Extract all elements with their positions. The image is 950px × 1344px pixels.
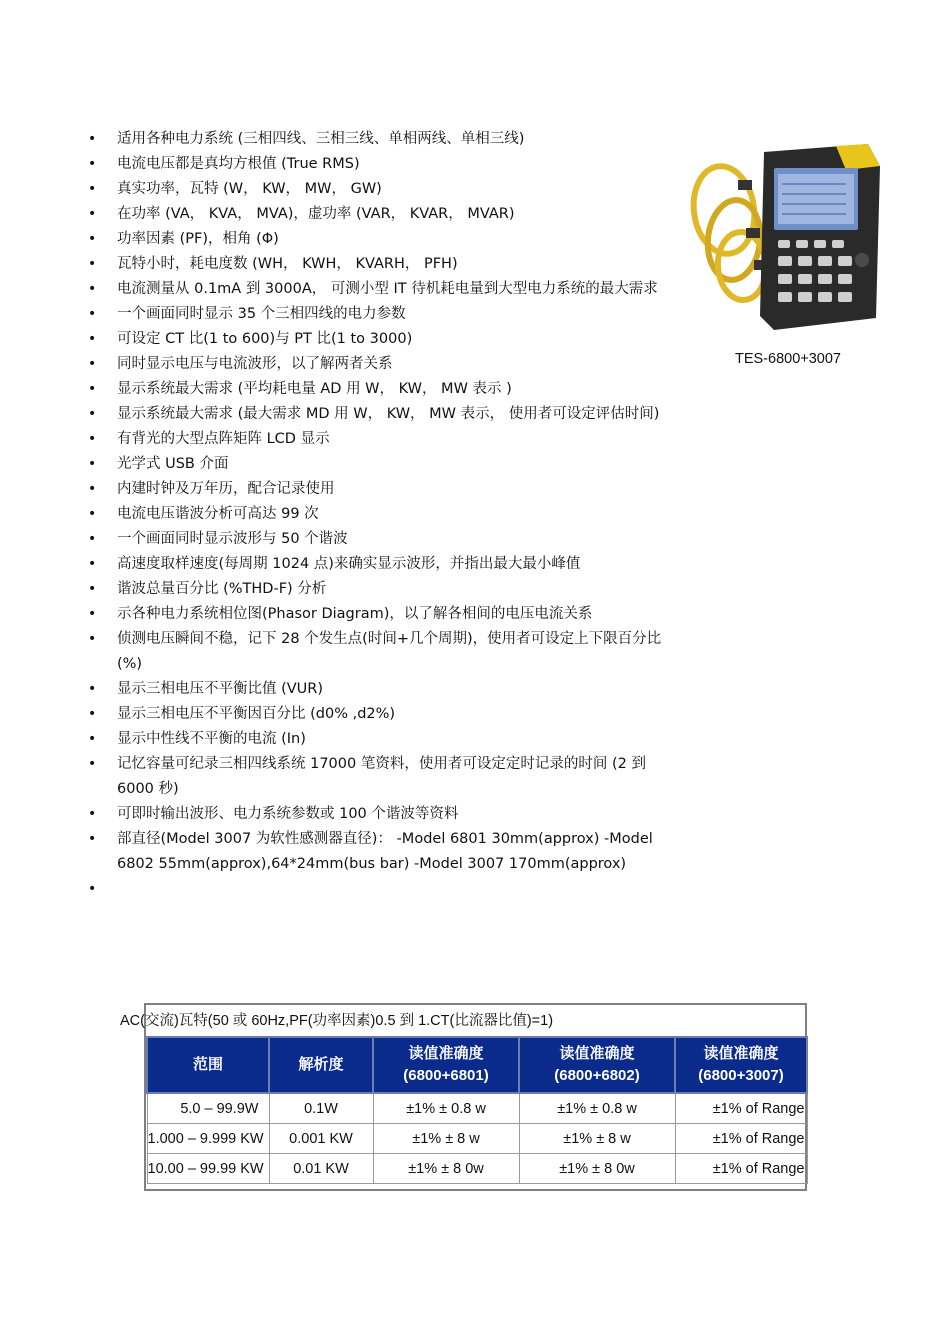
feature-item: • 显示中性线不平衡的电流 (In) <box>88 727 683 752</box>
spec-cell: ±1% of Range <box>675 1154 807 1184</box>
table-row <box>147 1093 807 1124</box>
feature-item: • 适用各种电力系统 (三相四线、三相三线、单相两线、单相三线) <box>88 127 683 152</box>
spec-cell: ±1% ± 0.8 w <box>519 1093 675 1124</box>
feature-item: • 真实功率，瓦特 (W， KW， MW， GW) <box>88 177 683 202</box>
feature-item: • 电流测量从 0.1mA 到 3000A， 可测小型 IT 待机耗电量到大型电力系统的最大需求 <box>88 277 683 302</box>
feature-item: • 谐波总量百分比 (%THD-F) 分析 <box>88 577 683 602</box>
spec-cell: 0.1W <box>269 1093 373 1124</box>
feature-item: • 一个画面同时显示波形与 50 个谐波 <box>88 527 683 552</box>
spec-table <box>146 1036 808 1184</box>
feature-item: • 部直径(Model 3007 为软性感测器直径)： -Model 6801 30mm(approx) -Model 6802 55mm(approx),64*24mm(bus bar) -Model 3007 170mm(approx) <box>88 827 683 877</box>
table-row <box>147 1124 807 1154</box>
spec-cell: 1.000 – 9.999 KW <box>147 1124 269 1154</box>
feature-item: • 高速度取样速度(每周期 1024 点)来确实显示波形，并指出最大最小峰值 <box>88 552 683 577</box>
spec-cell: 10.00 – 99.99 KW <box>147 1154 269 1184</box>
spec-header-cell: 读值准确度 (6800+6802) <box>519 1037 675 1093</box>
product-caption: TES-6800+3007 <box>734 351 841 367</box>
spec-cell: ±1% of Range <box>675 1124 807 1154</box>
feature-item: • 显示系统最大需求 (平均耗电量 AD 用 W， KW， MW 表示 ) <box>88 377 683 402</box>
feature-item: • 可设定 CT 比(1 to 600)与 PT 比(1 to 3000) <box>88 327 683 352</box>
feature-item: • 瓦特小时，耗电度数 (WH， KWH， KVARH， PFH) <box>88 252 683 277</box>
feature-item: • 可即时输出波形、电力系统参数或 100 个谐波等资料 <box>88 802 683 827</box>
spec-header-cell: 读值准确度 (6800+6801) <box>373 1037 519 1093</box>
feature-item: • 示各种电力系统相位图(Phasor Diagram)，以了解各相间的电压电流关系 <box>88 602 683 627</box>
feature-item <box>88 877 683 902</box>
spec-cell: ±1% ± 8 w <box>373 1124 519 1154</box>
feature-item: • 在功率 (VA， KVA， MVA)，虚功率 (VAR， KVAR， MVAR) <box>88 202 683 227</box>
spec-header-cell: 读值准确度 (6800+3007) <box>675 1037 807 1093</box>
feature-item: • 有背光的大型点阵矩阵 LCD 显示 <box>88 427 683 452</box>
spec-cell: ±1% ± 8 w <box>519 1124 675 1154</box>
spec-cell: ±1% ± 0.8 w <box>373 1093 519 1124</box>
feature-item: • 显示三相电压不平衡因百分比 (d0% ,d2%) <box>88 702 683 727</box>
feature-item: • 内建时钟及万年历，配合记录使用 <box>88 477 683 502</box>
spec-cell: ±1% of Range <box>675 1093 807 1124</box>
spec-header-row <box>147 1037 807 1093</box>
feature-item: • 显示系统最大需求 (最大需求 MD 用 W， KW， MW 表示， 使用者可设定评估时间) <box>88 402 683 427</box>
spec-cell: ±1% ± 8 0w <box>519 1154 675 1184</box>
feature-item: • 一个画面同时显示 35 个三相四线的电力参数 <box>88 302 683 327</box>
spec-cell: 0.01 KW <box>269 1154 373 1184</box>
feature-list <box>88 127 683 902</box>
power-meter-image <box>686 140 882 340</box>
feature-item: • 侦测电压瞬间不稳，记下 28 个发生点(时间+几个周期)，使用者可设定上下限百分比 (%) <box>88 627 683 677</box>
spec-cell: 0.001 KW <box>269 1124 373 1154</box>
spec-header-cell: 范围 <box>147 1037 269 1093</box>
table-row <box>147 1154 807 1184</box>
spec-header-cell: 解析度 <box>269 1037 373 1093</box>
feature-item: • 显示三相电压不平衡比值 (VUR) <box>88 677 683 702</box>
feature-item: • 电流电压都是真均方根值 (True RMS) <box>88 152 683 177</box>
feature-item: • 记忆容量可纪录三相四线系统 17000 笔资料，使用者可设定定时记录的时间 (2 到 6000 秒) <box>88 752 683 802</box>
feature-item: • 电流电压谐波分析可高达 99 次 <box>88 502 683 527</box>
spec-table-body <box>147 1093 807 1184</box>
feature-item: • 光学式 USB 介面 <box>88 452 683 477</box>
spec-table-caption: AC(交流)瓦特(50 或 60Hz,PF(功率因素)0.5 到 1.CT(比流器比值)=1) <box>120 1013 554 1029</box>
feature-item: • 功率因素 (PF)，相角 (Φ) <box>88 227 683 252</box>
spec-cell: 5.0 – 99.9W <box>147 1093 269 1124</box>
feature-item: • 同时显示电压与电流波形，以了解两者关系 <box>88 352 683 377</box>
spec-cell: ±1% ± 8 0w <box>373 1154 519 1184</box>
